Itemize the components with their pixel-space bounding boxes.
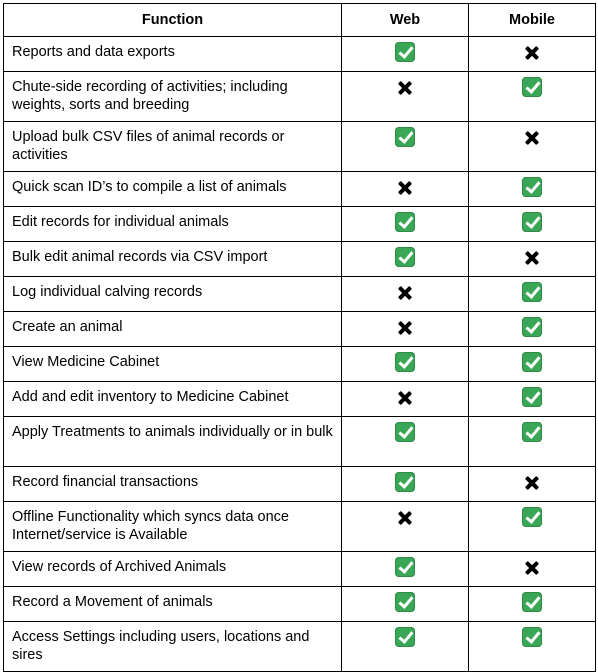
mobile-cell [469,347,596,382]
mobile-cell [469,277,596,312]
function-cell: View records of Archived Animals [4,552,342,587]
mobile-cell [469,382,596,417]
mobile-cell [469,37,596,72]
table-row [4,622,596,672]
mobile-cell [469,552,596,587]
check-mark-button-icon [395,212,415,232]
cross-mark-icon [398,81,412,95]
web-cell [342,502,469,552]
table-row [4,467,596,502]
function-cell: Edit records for individual animals [4,207,342,242]
check-mark-button-icon [522,592,542,612]
mobile-cell [469,417,596,467]
function-cell: Access Settings including users, locations and sires [4,622,342,672]
check-mark-button-icon [395,472,415,492]
mobile-cell [469,172,596,207]
check-mark-button-icon [522,507,542,527]
header-row [4,4,596,37]
check-mark-button-icon [395,592,415,612]
check-mark-button-icon [522,282,542,302]
cross-mark-icon [398,321,412,335]
check-mark-button-icon [395,247,415,267]
web-cell [342,347,469,382]
check-mark-button-icon [522,352,542,372]
web-cell [342,382,469,417]
check-mark-button-icon [522,387,542,407]
web-cell [342,587,469,622]
web-cell [342,37,469,72]
table-row [4,172,596,207]
web-cell [342,277,469,312]
table-row [4,502,596,552]
function-cell: Quick scan ID’s to compile a list of animals [4,172,342,207]
function-cell: Chute-side recording of activities; including weights, sorts and breeding [4,72,342,122]
cross-mark-icon [398,286,412,300]
function-cell: Create an animal [4,312,342,347]
cross-mark-icon [525,131,539,145]
mobile-cell [469,312,596,347]
table-row [4,417,596,467]
web-cell [342,552,469,587]
cross-mark-icon [525,46,539,60]
header-function: Function [4,4,342,37]
web-cell [342,312,469,347]
mobile-cell [469,622,596,672]
check-mark-button-icon [522,77,542,97]
check-mark-button-icon [522,317,542,337]
mobile-cell [469,242,596,277]
function-cell: Bulk edit animal records via CSV import [4,242,342,277]
web-cell [342,417,469,467]
function-cell: Reports and data exports [4,37,342,72]
function-cell: Apply Treatments to animals individually or in bulk [4,417,342,467]
check-mark-button-icon [522,177,542,197]
cross-mark-icon [398,181,412,195]
mobile-cell [469,72,596,122]
table-row [4,277,596,312]
table-row [4,347,596,382]
check-mark-button-icon [395,127,415,147]
cross-mark-icon [525,476,539,490]
check-mark-button-icon [395,557,415,577]
mobile-cell [469,502,596,552]
check-mark-button-icon [395,422,415,442]
function-cell: Upload bulk CSV files of animal records or activities [4,122,342,172]
feature-comparison-table [3,3,596,672]
table-row [4,72,596,122]
function-cell: Log individual calving records [4,277,342,312]
web-cell [342,122,469,172]
header-mobile: Mobile [469,4,596,37]
mobile-cell [469,467,596,502]
table-row [4,242,596,277]
mobile-cell [469,587,596,622]
cross-mark-icon [525,561,539,575]
mobile-cell [469,207,596,242]
check-mark-button-icon [522,627,542,647]
function-cell: Add and edit inventory to Medicine Cabinet [4,382,342,417]
check-mark-button-icon [395,42,415,62]
function-cell: Offline Functionality which syncs data once Internet/service is Available [4,502,342,552]
web-cell [342,467,469,502]
web-cell [342,172,469,207]
function-cell: Record a Movement of animals [4,587,342,622]
web-cell [342,72,469,122]
table-row [4,587,596,622]
web-cell [342,622,469,672]
table-row [4,552,596,587]
cross-mark-icon [398,391,412,405]
check-mark-button-icon [522,422,542,442]
cross-mark-icon [398,511,412,525]
table-row [4,37,596,72]
function-cell: Record financial transactions [4,467,342,502]
table-row [4,122,596,172]
mobile-cell [469,122,596,172]
table-row [4,382,596,417]
table-row [4,207,596,242]
header-web: Web [342,4,469,37]
cross-mark-icon [525,251,539,265]
function-cell: View Medicine Cabinet [4,347,342,382]
check-mark-button-icon [395,352,415,372]
web-cell [342,242,469,277]
table-row [4,312,596,347]
check-mark-button-icon [395,627,415,647]
check-mark-button-icon [522,212,542,232]
web-cell [342,207,469,242]
